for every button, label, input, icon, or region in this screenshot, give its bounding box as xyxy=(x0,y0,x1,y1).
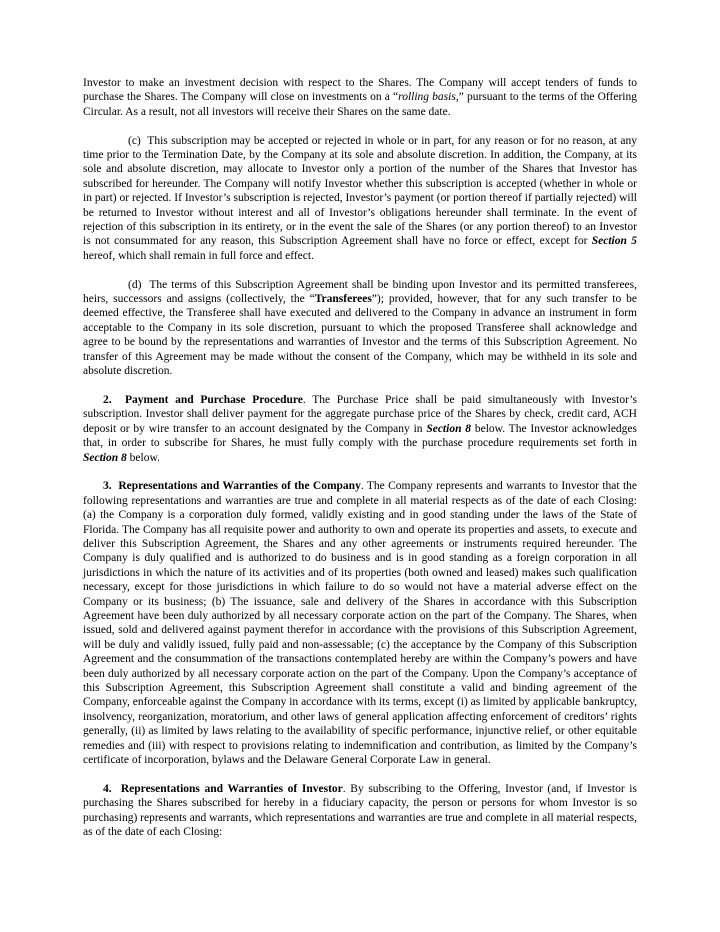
text-run-bolditalic: Section 8 xyxy=(426,422,472,435)
document-body xyxy=(83,76,637,839)
text-run-normal: below. xyxy=(126,451,160,464)
text-run-normal: Investor to make an investment decision with respect to the Shares. The Company will accept tenders of funds to purchase the Shares. The Company will close on investments on a “ xyxy=(83,77,637,104)
text-run-normal: below. The Investor acknowledges that, in order to subscribe for Shares, he must fully comply with the purchase procedure requirements set forth in xyxy=(83,422,637,450)
subsection-d-paragraph xyxy=(83,278,637,379)
text-run-bolditalic: Section 5 xyxy=(591,235,637,248)
continuation-paragraph xyxy=(83,76,637,119)
text-run-normal: (d) The terms of this Subscription Agreement shall be binding upon Investor and its permitted transferees, heirs, successors and assigns (collectively, the “ xyxy=(83,278,637,306)
text-run-normal: ,” pursuant to the terms of the Offering Circular. As a result, not all investors will receive their Shares on the same date. xyxy=(83,91,637,118)
text-run-normal: hereof, which shall remain in full force and effect. xyxy=(83,249,314,262)
text-run-italic: rolling basis xyxy=(398,91,456,104)
text-run-bold: 4. Representations and Warranties of Investor xyxy=(103,782,343,795)
section-3-paragraph xyxy=(83,479,637,767)
text-run-normal: . By subscribing to the Offering, Investor (and, if Investor is purchasing the Shares subscribed for hereby in a fiduciary capacity, the person or persons for whom Investor is so purchasing) represents and warrants, which representations and warranties are true and complete in all material respects, as of the date of each Closing: xyxy=(83,782,638,839)
subsection-c-paragraph xyxy=(83,134,637,264)
section-2-paragraph xyxy=(83,393,637,465)
text-run-bolditalic: Section 8 xyxy=(83,451,127,464)
text-run-bold: 2. Payment and Purchase Procedure xyxy=(103,393,303,406)
text-run-bold: Transferees xyxy=(314,293,372,306)
section-4-paragraph xyxy=(83,782,637,840)
text-run-normal: . The Purchase Price shall be paid simultaneously with Investor’s subscription. Investor shall deliver payment for the aggregate purchase price of the Shares by check, credit card, ACH deposit or by wire transfer to an account designated by the Company in xyxy=(83,393,637,435)
text-run-normal: (c) This subscription may be accepted or rejected in whole or in part, for any reason or for no reason, at any time prior to the Termination Date, by the Company at its sole and absolute discretion. In addition, the Company, at its sole and absolute discretion, may allocate to Investor only a portion of the number of the Shares that Investor has subscribed for hereunder. The Company will notify Investor whether this subscription is accepted (whether in whole or in part) or rejected. If Investor’s subscription is rejected, Investor’s payment (or portion thereof if partially rejected) will be returned to Investor without interest and all of Investor’s obligations hereunder shall terminate. In the event of rejection of this subscription in its entirety, or in the event the sale of the Shares (or any portion thereof) to an Investor is not consummated for any reason, this Subscription Agreement shall have no force or effect, except for xyxy=(83,134,637,248)
text-run-normal: ”); provided, however, that for any such transfer to be deemed effective, the Transferee shall have executed and delivered to the Company in advance an instrument in form acceptable to the Company in its sole discretion, pursuant to which the proposed Transferee shall acknowledge and agree to be bound by the representations and warranties of Investor and the terms of this Subscription Agreement. No transfer of this Agreement may be made without the consent of the Company, which may be withheld in its sole and absolute discretion. xyxy=(83,293,637,378)
text-run-bold: 3. Representations and Warranties of the Company xyxy=(103,480,361,493)
text-run-normal: . The Company represents and warrants to Investor that the following representations and warranties are true and complete in all material respects as of the date of each Closing: (a) the Company is a corporation duly formed, validly existing and in good standing under the laws of the State of Florida. The Company has all requisite power and authority to own and operate its properties and assets, to execute and deliver this Subscription Agreement, the Shares and any other agreements or instruments required hereunder. The Company is duly qualified and is authorized to do business and is in good standing as a foreign corporation in all jurisdictions in which the nature of its activities and of its properties (both owned and leased) makes such qualification necessary, except for those jurisdictions in which failure to do so would not have a material adverse effect on the Company or its business; (b) The issuance, sale and delivery of the Shares in accordance with this Subscription Agreement have been duly authorized by all necessary corporate action on the part of the Company. The Shares, when issued, sold and delivered against payment therefor in accordance with the provisions of this Subscription Agreement, will be duly and validly issued, fully paid and non-assessable; (c) the acceptance by the Company of this Subscription Agreement and the consummation of the transactions contemplated hereby are within the Company’s powers and have been duly authorized by all necessary corporate action on the part of the Company. Upon the Company’s acceptance of this Subscription Agreement, this Subscription Agreement shall constitute a valid and binding agreement of the Company, enforceable against the Company in accordance with its terms, except (i) as limited by applicable bankruptcy, insolvency, reorganization, moratorium, and other laws of general application affecting enforcement of creditors’ rights generally, (ii) as limited by laws relating to the availability of specific performance, injunctive relief, or other equitable remedies and (iii) with respect to provisions relating to indemnification and contribution, as limited by the Company’s certificate of incorporation, bylaws and the Delaware General Corporate Law in general. xyxy=(83,480,638,767)
